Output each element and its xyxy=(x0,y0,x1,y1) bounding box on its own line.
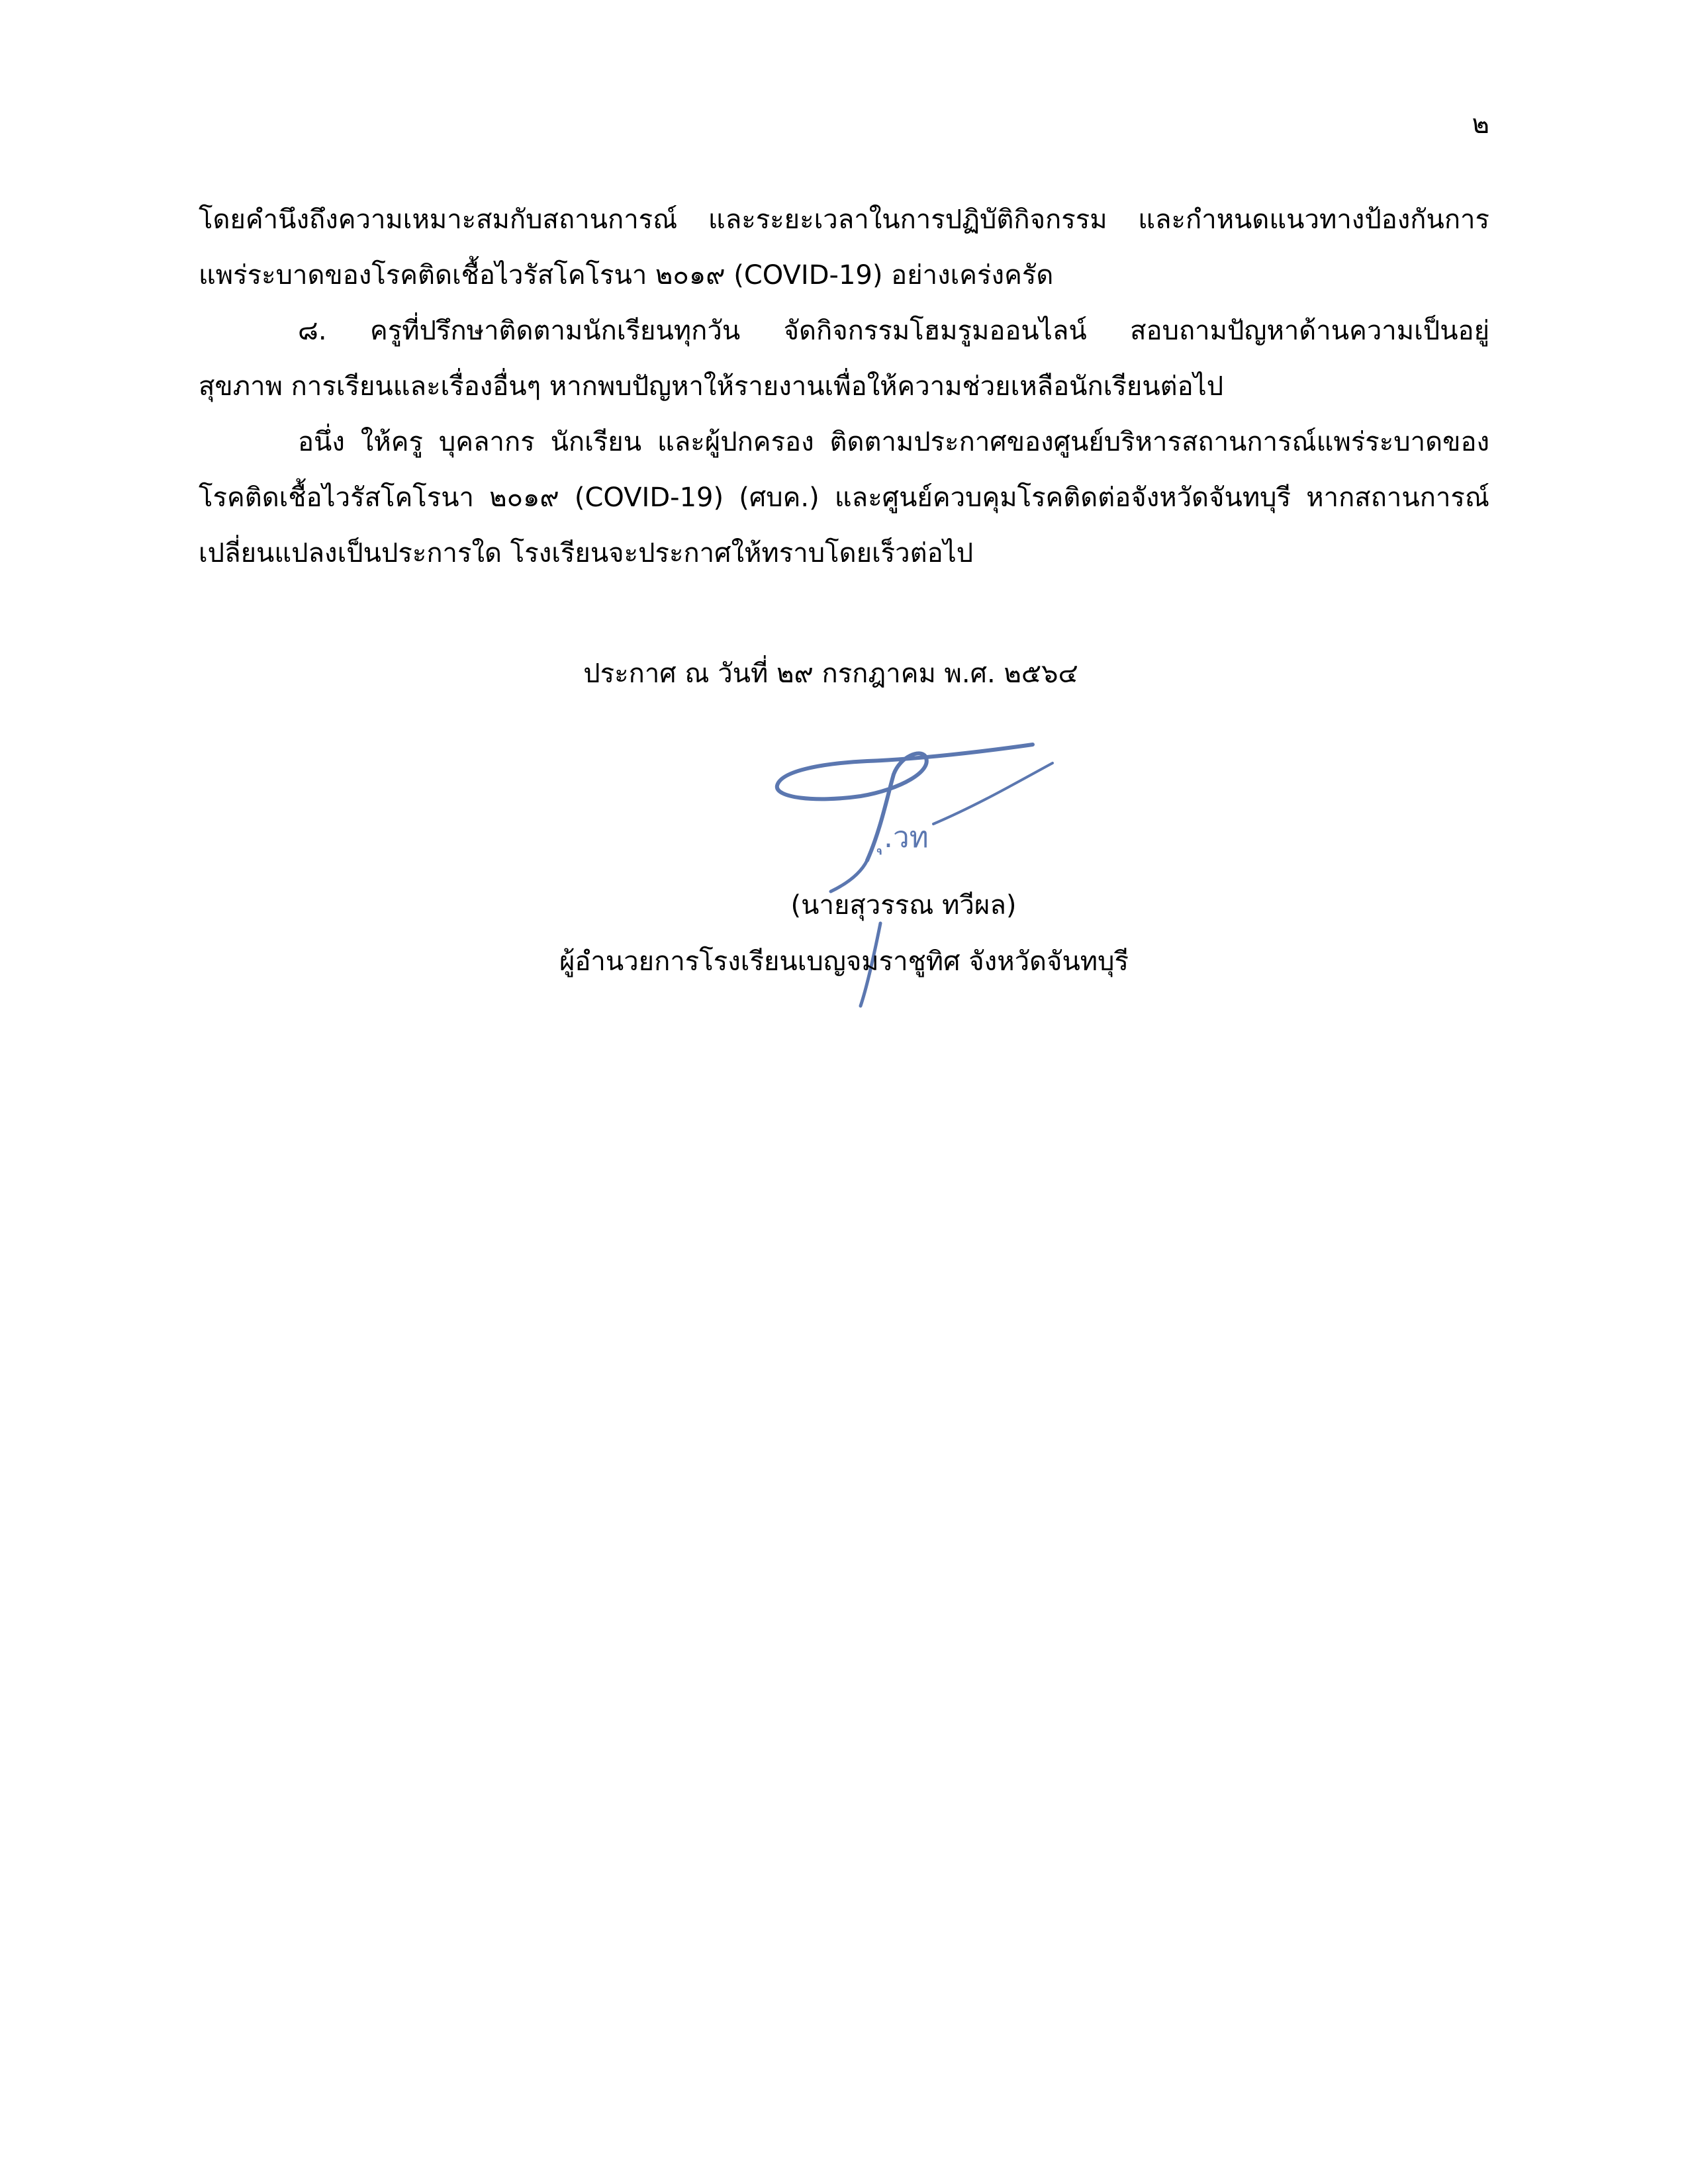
paragraph-line: สุขภาพ การเรียนและเรื่องอื่นๆ หากพบปัญหาให้รายงานเพื่อให้ความช่วยเหลือนักเรียนต่อไป xyxy=(199,371,1224,402)
document-body xyxy=(199,192,1489,581)
paragraph-line: โรคติดเชื้อไวรัสโคโรนา ๒๐๑๙ (COVID-19) (ศบค.) และศูนย์ควบคุมโรคติดต่อจังหวัดจันทบุรี หากสถานการณ์ xyxy=(199,482,1489,513)
paragraph-line: แพร่ระบาดของโรคติดเชื้อไวรัสโคโรนา ๒๐๑๙ (COVID-19) อย่างเคร่งครัด xyxy=(199,260,1054,291)
signature-text: ุ.วท xyxy=(884,821,929,854)
signer-title: ผู้อำนวยการโรงเรียนเบญจมราชูทิศ จังหวัดจันทบุรี xyxy=(559,946,1129,977)
paragraph-line: เปลี่ยนแปลงเป็นประการใด โรงเรียนจะประกาศให้ทราบโดยเร็วต่อไป xyxy=(199,538,974,569)
signer-name: (นายสุวรรณ ทวีผล) xyxy=(790,890,1017,921)
page-number: ๒ xyxy=(1472,109,1489,140)
paragraph-line: โดยคำนึงถึงความเหมาะสมกับสถานการณ์ และระยะเวลาในการปฏิบัติกิจกรรม และกำหนดแนวทางป้องกันการ xyxy=(199,205,1489,235)
paragraph-line: อนึ่ง ให้ครู บุคลากร นักเรียน และผู้ปกครอง ติดตามประกาศของศูนย์บริหารสถานการณ์แพร่ระบาดของ xyxy=(298,427,1489,457)
paragraph-line: ๘. ครูที่ปรึกษาติดตามนักเรียนทุกวัน จัดกิจกรรมโฮมรูมออนไลน์ สอบถามปัญหาด้านความเป็นอยู่ xyxy=(298,316,1489,346)
announcement-date: ประกาศ ณ วันที่ ๒๙ กรกฎาคม พ.ศ. ๒๕๖๔ xyxy=(583,659,1078,689)
